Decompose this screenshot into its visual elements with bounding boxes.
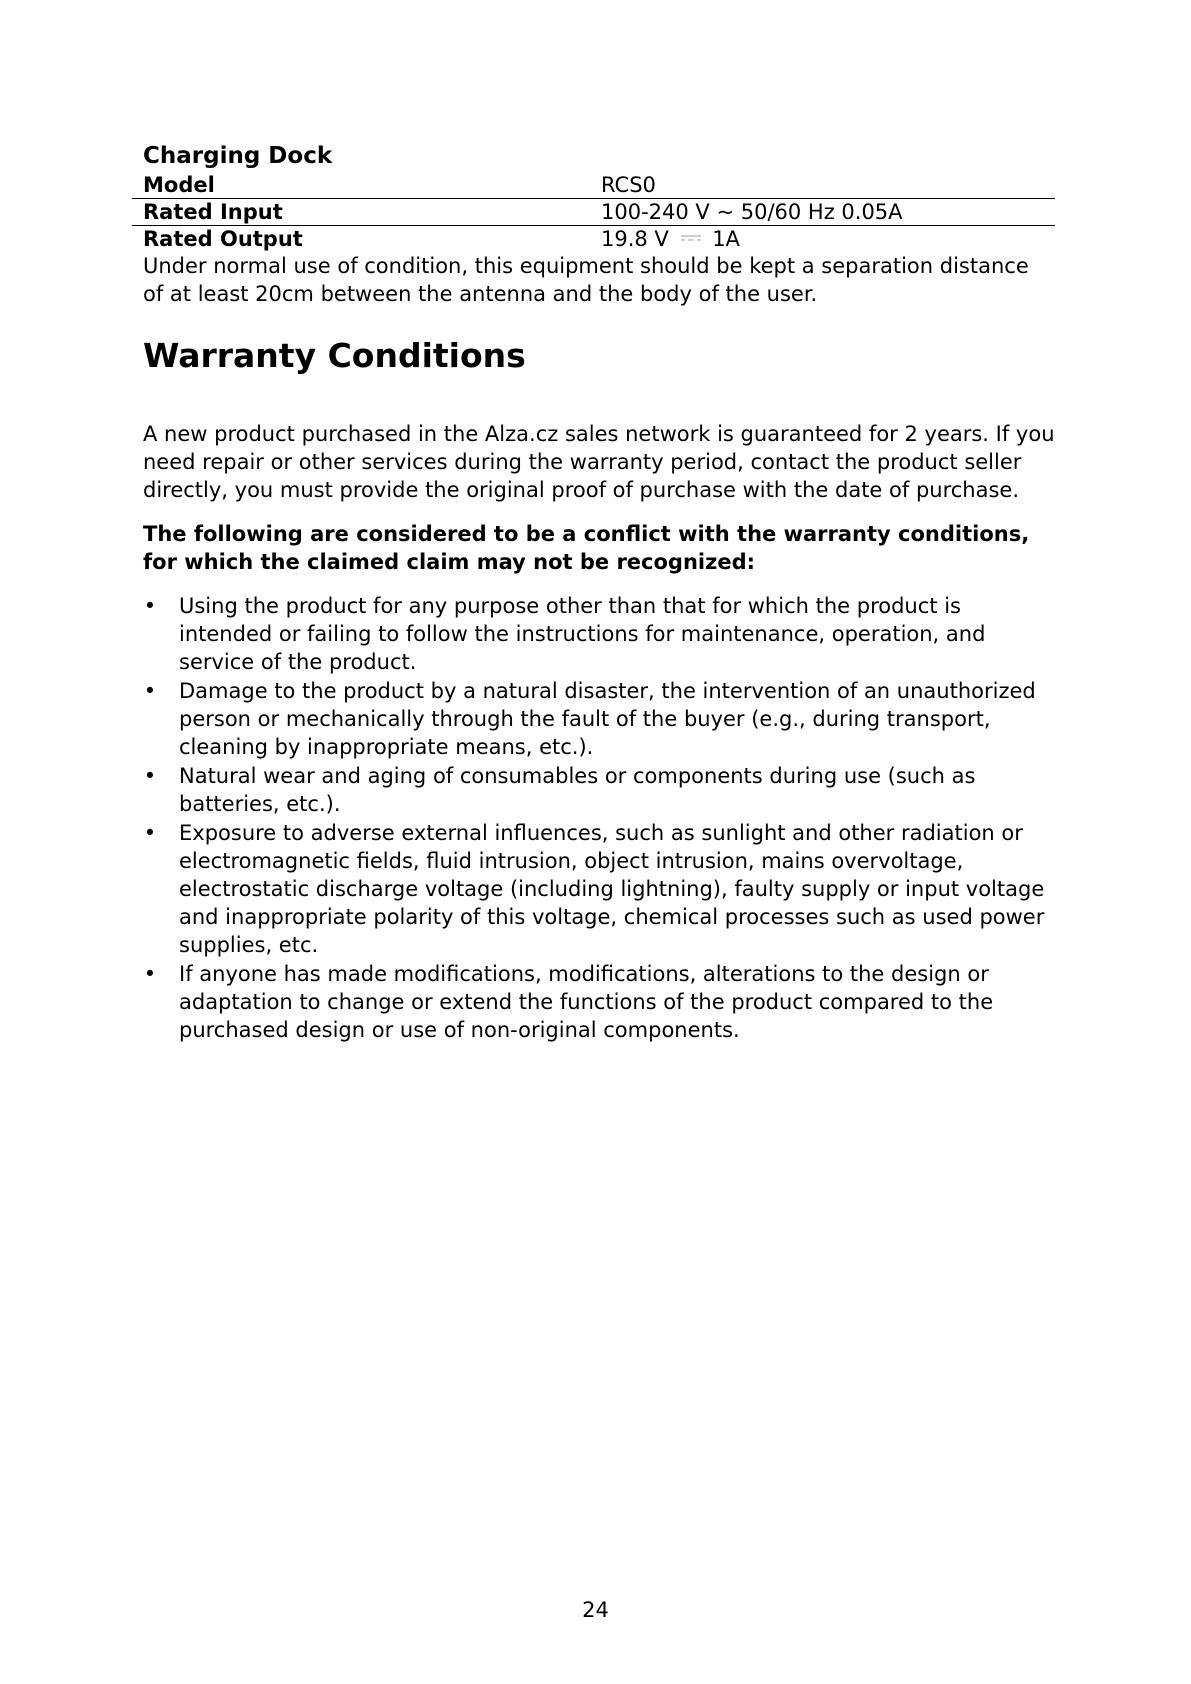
bullet-icon: • bbox=[143, 821, 157, 845]
spec-value bbox=[590, 226, 1055, 253]
warranty-exclusions-list bbox=[143, 592, 1055, 1044]
spec-table bbox=[132, 172, 1055, 252]
list-item bbox=[143, 819, 1055, 959]
list-item-text: If anyone has made modifications, modifications, alterations to the design or adaptation to change or extend the functions of the product compared to the purchased design or use of non-original components. bbox=[179, 962, 994, 1042]
spec-value-current: 1A bbox=[712, 227, 740, 251]
spec-label: Rated Input bbox=[132, 199, 590, 226]
list-item bbox=[143, 960, 1055, 1044]
list-item-text: Damage to the product by a natural disaster, the intervention of an unauthorized person or mechanically through the fault of the buyer (e.g., during transport, cleaning by inappropriate means, etc.). bbox=[179, 679, 1036, 759]
warranty-conflict-heading: The following are considered to be a conflict with the warranty conditions, for which the claimed claim may not be recognized: bbox=[143, 522, 1030, 574]
spec-value: RCS0 bbox=[590, 172, 1055, 199]
list-item-text: Using the product for any purpose other than that for which the product is intended or failing to follow the instructions for maintenance, operation, and service of the product. bbox=[179, 594, 986, 674]
spec-row-model bbox=[132, 172, 1055, 199]
bullet-icon: • bbox=[143, 962, 157, 986]
spec-value-voltage: 19.8 V bbox=[601, 227, 669, 251]
bullet-icon: • bbox=[143, 594, 157, 618]
list-item-text: Natural wear and aging of consumables or components during use (such as batteries, etc.). bbox=[179, 764, 976, 816]
list-item bbox=[143, 677, 1055, 761]
bullet-icon: • bbox=[143, 679, 157, 703]
list-item-text: Exposure to adverse external influences, such as sunlight and other radiation or electromagnetic fields, fluid intrusion, object intrusion, mains overvoltage, electrostatic discharge voltage (including lightning), faulty supply or input voltage and inappropriate polarity of this voltage, chemical processes such as used power supplies, etc. bbox=[179, 821, 1045, 957]
warranty-heading: Warranty Conditions bbox=[143, 336, 526, 375]
page-number: 24 bbox=[582, 1598, 609, 1622]
spec-value: 100-240 V ~ 50/60 Hz 0.05A bbox=[590, 199, 1055, 226]
bullet-icon: • bbox=[143, 764, 157, 788]
separation-distance-note: Under normal use of condition, this equipment should be kept a separation distance of at least 20cm between the antenna and the body of the user. bbox=[143, 254, 1029, 306]
dc-current-symbol-icon bbox=[680, 234, 702, 242]
spec-row-rated-output bbox=[132, 226, 1055, 253]
list-item bbox=[143, 762, 1055, 818]
spec-row-rated-input bbox=[132, 199, 1055, 226]
spec-label: Rated Output bbox=[143, 227, 303, 251]
list-item bbox=[143, 592, 1055, 676]
page-content bbox=[143, 140, 1055, 1045]
charging-dock-title: Charging Dock bbox=[143, 143, 333, 169]
spec-label: Model bbox=[132, 172, 590, 199]
warranty-intro: A new product purchased in the Alza.cz sales network is guaranteed for 2 years. If you need repair or other services during the warranty period, contact the product seller directly, you must provide the original proof of purchase with the date of purchase. bbox=[143, 422, 1055, 502]
